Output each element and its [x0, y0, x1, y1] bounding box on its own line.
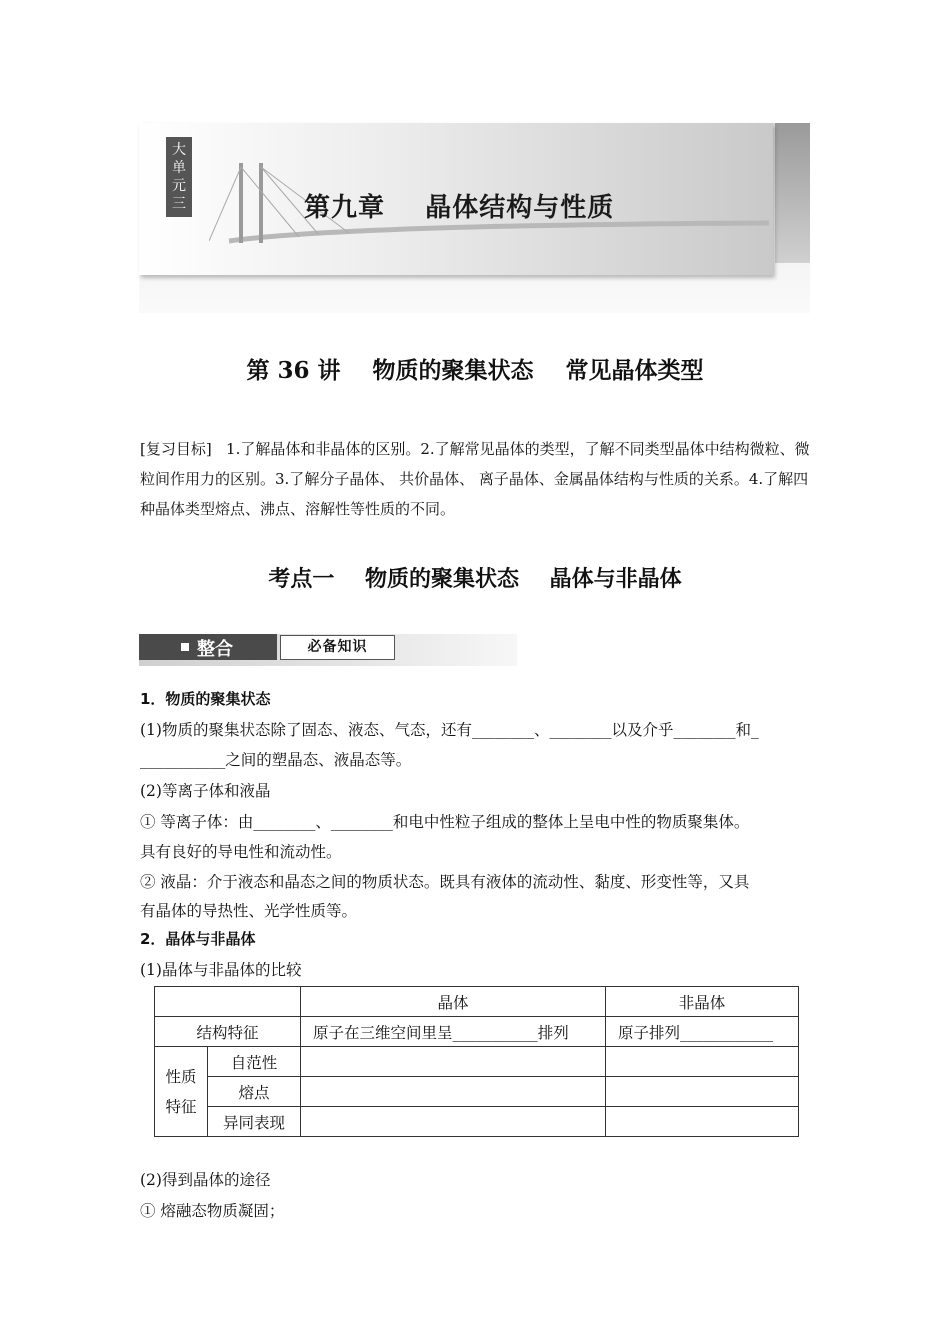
text-line: ① 熔融态物质凝固； — [140, 1202, 285, 1220]
table-cell: 自范性 — [208, 1047, 301, 1077]
table-cell — [606, 1047, 799, 1077]
table-cell — [301, 1077, 606, 1107]
group-label: 特征 — [165, 1097, 197, 1116]
table-cell: 结构特征 — [155, 1017, 301, 1047]
group-label: 性质 — [165, 1067, 197, 1086]
table-row — [155, 1077, 799, 1107]
table-cell: 原子在三维空间里呈___________排列 — [301, 1017, 606, 1047]
chapter-banner — [139, 123, 810, 313]
table-cell: 异同表现 — [208, 1107, 301, 1137]
square-icon — [181, 643, 189, 651]
text-line: ___________之间的塑晶态、液晶态等。 — [140, 751, 412, 769]
table-cell — [606, 1107, 799, 1137]
table-header: 晶体 — [301, 987, 606, 1017]
table-row — [155, 987, 799, 1017]
chapter-title: 第九章 晶体结构与性质 — [304, 193, 615, 223]
table-row — [155, 1047, 799, 1077]
heading-crystal-amorphous: 2．晶体与非晶体 — [140, 930, 256, 948]
table-header: 非晶体 — [606, 987, 799, 1017]
text-line: ② 液晶：介于液态和晶态之间的物质状态。既具有液体的流动性、黏度、形变性等，又具 — [140, 873, 750, 891]
table-cell: 原子排列____________ — [606, 1017, 799, 1047]
unit-tab: 大单元三 — [166, 137, 192, 217]
table-row — [155, 1017, 799, 1047]
integrate-bar — [139, 634, 517, 666]
text-line: 具有良好的导电性和流动性。 — [140, 843, 342, 861]
banner-edge — [775, 123, 810, 263]
review-goals — [140, 434, 812, 524]
table-cell — [301, 1107, 606, 1137]
text-line: 有晶体的导热性、光学性质等。 — [140, 902, 358, 920]
table-cell: 熔点 — [208, 1077, 301, 1107]
table-cell — [155, 987, 301, 1017]
section-title: 考点一 物质的聚集状态 晶体与非晶体 — [268, 566, 682, 592]
knowledge-box: 必备知识 — [280, 635, 395, 660]
text-line: (2)等离子体和液晶 — [140, 782, 271, 800]
text-line: (2)得到晶体的途径 — [140, 1171, 271, 1189]
comparison-table — [154, 986, 799, 1137]
text-line: (1)晶体与非晶体的比较 — [140, 961, 302, 979]
table-row — [155, 1107, 799, 1137]
text-line: ① 等离子体：由________、________和电中性粒子组成的整体上呈电中性的物质聚集体。 — [140, 813, 750, 831]
heading-aggregate-states: 1．物质的聚集状态 — [140, 690, 271, 708]
table-cell — [155, 1047, 208, 1137]
table-cell — [606, 1077, 799, 1107]
banner-panel — [139, 123, 773, 275]
integrate-tag — [139, 634, 277, 660]
text-line: (1)物质的聚集状态除了固态、液态、气态，还有________、________以及介乎________和_ — [140, 721, 759, 739]
table-cell — [301, 1047, 606, 1077]
lecture-title: 第 36 讲 物质的聚集状态 常见晶体类型 — [246, 357, 704, 384]
integrate-label: 整合 — [197, 639, 233, 660]
review-label: [复习目标] — [140, 440, 212, 458]
review-text: 1.了解晶体和非晶体的区别。2.了解常见晶体的类型，了解不同类型晶体中结构微粒、微粒间作用力的区别。3.了解分子晶体、 共价晶体、 离子晶体、金属晶体结构与性质的关系。4.了解四种晶体类型熔点、沸点、溶解性等性质的不同。 — [140, 440, 810, 518]
